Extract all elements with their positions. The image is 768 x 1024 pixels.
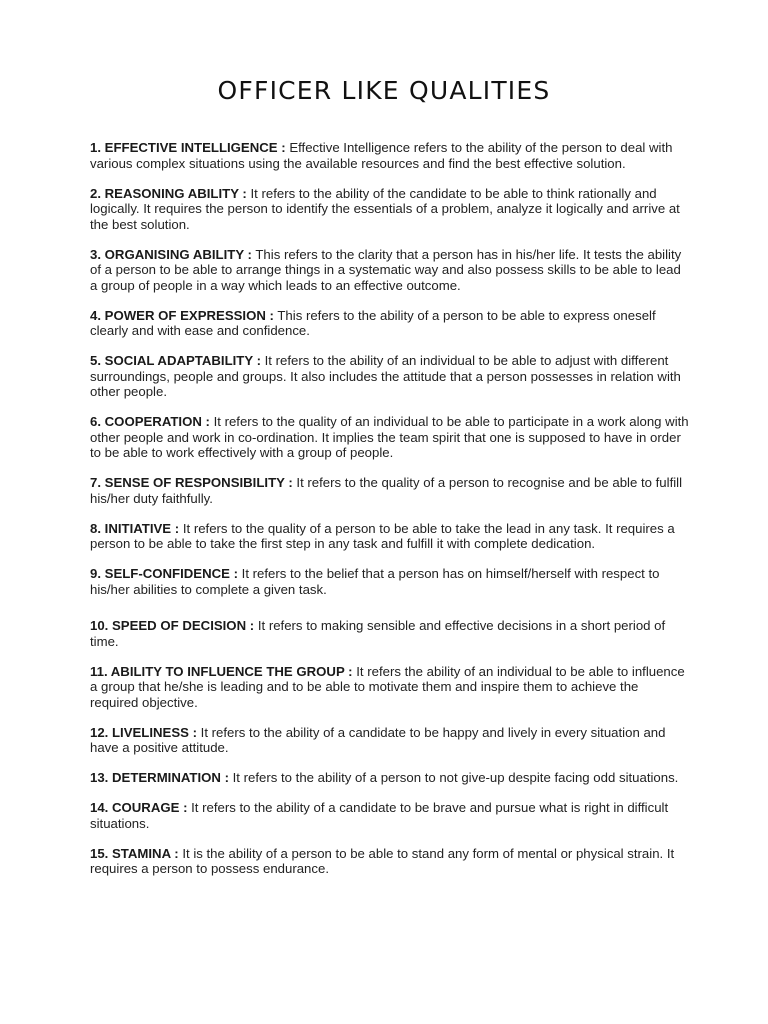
- page-title: OFFICER LIKE QUALITIES: [217, 76, 551, 105]
- item-text: It refers to making sensible and effective decisions in a short period of time.: [90, 618, 666, 649]
- item-term: 13. DETERMINATION :: [90, 770, 229, 785]
- item-text: It refers to the quality of an individual to be able to participate in a work along with other people and work in co-ordination. It implies the team spirit that one is supposed to have in order to be able to work effectively with a group of people.: [90, 414, 689, 460]
- item-text: It refers the ability of an individual to be able to influence a group that he/she is leading and to be able to motivate them and inspire them to achieve the required objective.: [90, 663, 685, 710]
- item-term: 7. SENSE OF RESPONSIBILITY :: [90, 475, 293, 490]
- item-text: It refers to the ability of a person to not give-up despite facing odd situations.: [232, 770, 679, 785]
- list-item: [90, 770, 690, 786]
- item-term: 11. ABILITY TO INFLUENCE THE GROUP :: [90, 663, 353, 679]
- item-term: 2. REASONING ABILITY :: [90, 185, 247, 201]
- list-item: [90, 140, 690, 171]
- qualities-list: [90, 140, 690, 891]
- item-text: It refers to the quality of a person to recognise and be able to fulfill his/her duty faithfully.: [90, 475, 683, 506]
- item-text: It is the ability of a person to be able to stand any form of mental or physical strain. It requires a person to possess endurance.: [90, 845, 675, 876]
- list-item: [90, 521, 690, 552]
- item-term: 4. POWER OF EXPRESSION :: [90, 307, 274, 323]
- list-item: [90, 353, 690, 400]
- item-term: 1. EFFECTIVE INTELLIGENCE :: [90, 140, 286, 155]
- item-text: It refers to the belief that a person has on himself/herself with respect to his/her abilities to complete a given task.: [90, 566, 660, 597]
- list-item: [90, 618, 690, 649]
- list-item: [90, 846, 690, 877]
- item-term: 6. COOPERATION :: [90, 414, 210, 429]
- list-item: [90, 186, 690, 233]
- item-text: It refers to the ability of a candidate to be happy and lively in every situation and have a positive attitude.: [90, 724, 666, 755]
- item-term: 15. STAMINA :: [90, 845, 179, 861]
- list-item: [90, 800, 690, 831]
- item-text: This refers to the ability of a person to be able to express oneself clearly and with ease and confidence.: [90, 307, 656, 338]
- list-item: [90, 725, 690, 756]
- item-term: 9. SELF-CONFIDENCE :: [90, 566, 238, 581]
- item-text: It refers to the ability of an individual to be able to adjust with different surroundings, people and groups. It also includes the attitude that a person possesses in relation with other people.: [90, 353, 681, 399]
- item-term: 5. SOCIAL ADAPTABILITY :: [90, 353, 261, 368]
- item-text: It refers to the ability of the candidate to be able to think rationally and logically. It requires the person to identify the essentials of a problem, analyze it logically and arrive at the best solution.: [90, 185, 680, 232]
- item-text: It refers to the quality of a person to be able to take the lead in any task. It requires a person to be able to take the first step in any task and fulfill it with complete dedication.: [90, 520, 675, 551]
- item-text: It refers to the ability of a candidate to be brave and pursue what is right in difficult situations.: [90, 800, 669, 831]
- item-term: 3. ORGANISING ABILITY :: [90, 246, 252, 262]
- item-term: 10. SPEED OF DECISION :: [90, 618, 255, 633]
- list-item: [90, 247, 690, 294]
- list-item: [90, 475, 690, 506]
- item-term: 14. COURAGE :: [90, 800, 188, 815]
- list-item: [90, 308, 690, 339]
- item-text: This refers to the clarity that a person has in his/her life. It tests the ability of a person to be able to arrange things in a systematic way and also possess skills to be able to lead a group of people in a way which leads to an effective outcome.: [90, 246, 682, 293]
- item-term: 8. INITIATIVE :: [90, 520, 180, 536]
- list-item: [90, 414, 690, 461]
- list-item: [90, 566, 690, 597]
- item-text: Effective Intelligence refers to the ability of the person to deal with various complex situations using the available resources and find the best effective solution.: [90, 140, 673, 171]
- item-term: 12. LIVELINESS :: [90, 724, 197, 740]
- list-item: [90, 664, 690, 711]
